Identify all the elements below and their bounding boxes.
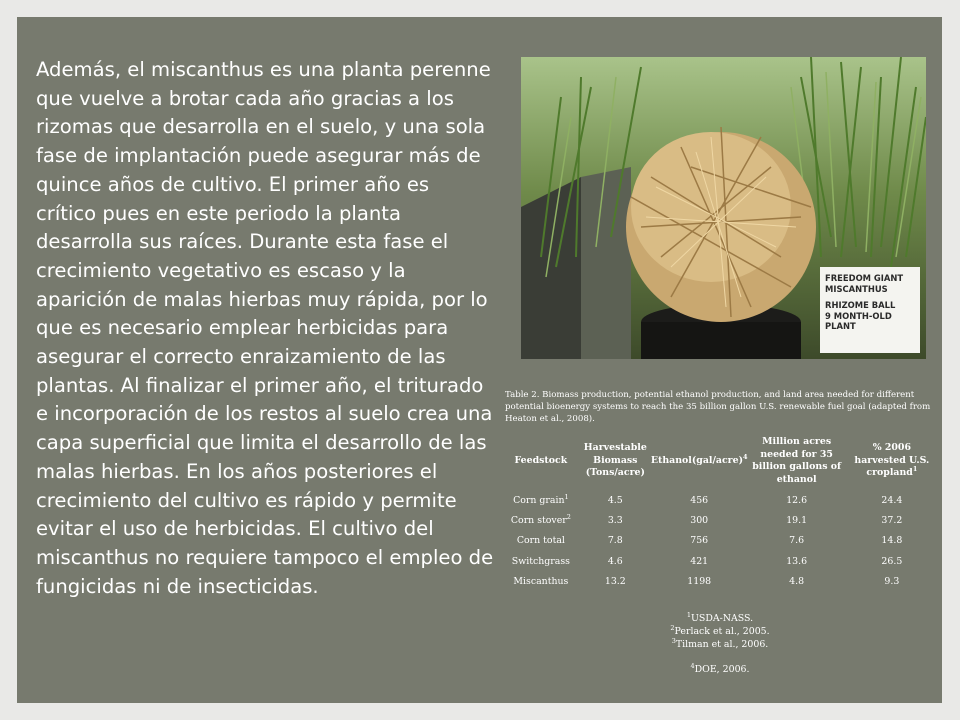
cell-biomass: 7.8 bbox=[607, 535, 623, 547]
cell-acres: 19.1 bbox=[786, 515, 808, 527]
footnote bbox=[500, 638, 940, 651]
header-feedstock: Feedstock bbox=[514, 454, 568, 466]
cell-acres: 7.6 bbox=[789, 535, 805, 547]
cell-ethanol: 1198 bbox=[687, 575, 712, 587]
header-cropland-sup: 1 bbox=[912, 465, 918, 474]
table-caption: Table 2. Biomass production, potential ethanol production, and land area needed for different potential bioenergy systems to reach the 35 billion gallon U.S. renewable fuel goal (adapted from Heaton et al., 2008). bbox=[505, 390, 931, 425]
footnote bbox=[500, 663, 940, 676]
cell-biomass: 4.5 bbox=[607, 494, 623, 506]
cell-ethanol: 756 bbox=[690, 535, 709, 547]
biomass-table bbox=[500, 436, 940, 591]
cell-biomass: 3.3 bbox=[607, 515, 623, 527]
table-row bbox=[500, 571, 940, 591]
table-row bbox=[500, 490, 940, 510]
cell-cropland: 24.4 bbox=[881, 494, 903, 506]
cell-feedstock bbox=[500, 490, 582, 510]
table-row bbox=[500, 511, 940, 531]
footnote-sup: 1 bbox=[686, 610, 692, 619]
footnote-text: Perlack et al., 2005. bbox=[674, 626, 770, 637]
feedstock-sup: 1 bbox=[564, 492, 569, 501]
header-cropland-text: % 2006 harvested U.S. cropland bbox=[854, 442, 930, 479]
footnote-text: USDA-NASS. bbox=[691, 613, 754, 624]
cell-feedstock bbox=[500, 511, 582, 531]
feedstock-text: Switchgrass bbox=[511, 555, 570, 567]
cell-cropland: 26.5 bbox=[881, 555, 903, 567]
cell-feedstock bbox=[500, 551, 582, 571]
feedstock-text: Corn total bbox=[516, 535, 565, 547]
header-biomass: Harvestable Biomass (Tons/acre) bbox=[583, 442, 647, 479]
cell-acres: 12.6 bbox=[786, 494, 808, 506]
cell-cropland: 9.3 bbox=[884, 575, 900, 587]
table-header-row bbox=[500, 436, 940, 490]
cell-feedstock bbox=[500, 531, 582, 551]
photo-label-line: PLANT bbox=[825, 321, 856, 331]
feedstock-text: Corn grain bbox=[513, 494, 565, 506]
feedstock-text: Corn stover bbox=[510, 515, 567, 527]
table-row bbox=[500, 551, 940, 571]
cell-biomass: 4.6 bbox=[607, 555, 623, 567]
photo-label-line: 9 MONTH-OLD bbox=[825, 310, 892, 321]
header-ethanol bbox=[649, 436, 750, 490]
photo-label-line: MISCANTHUS bbox=[825, 283, 888, 294]
footnote bbox=[500, 612, 940, 625]
footnote-sup: 4 bbox=[690, 661, 695, 670]
cell-ethanol: 300 bbox=[690, 515, 709, 527]
cell-feedstock bbox=[500, 571, 582, 591]
cell-biomass: 13.2 bbox=[604, 575, 626, 587]
footnote-text: DOE, 2006. bbox=[694, 664, 750, 675]
footnote-sup: 2 bbox=[670, 623, 675, 632]
photo-label bbox=[820, 267, 920, 353]
header-ethanol-sup: 4 bbox=[743, 452, 748, 461]
table-row bbox=[500, 531, 940, 551]
body-paragraph: Además, el miscanthus es una planta perenne que vuelve a brotar cada año gracias a los rizomas que desarrolla en el suelo, y una sola fase de implantación puede asegurar más de quince años de cultivo. El primer año es crítico pues en este periodo la planta desarrolla sus raíces. Durante esta fase el crecimiento vegetativo es escaso y la aparición de malas hierbas muy rápida, por lo que es necesario emplear herbicidas para asegurar el correcto enraizamiento de las plantas. Al finalizar el primer año, el triturado e incorporación de los restos al suelo crea una capa superficial que limita el desarrollo de las malas hierbas. En los años posteriores el crecimiento del cultivo es rápido y permite evitar el uso de herbicidas. El cultivo del miscanthus no requiere tampoco el empleo de fungicidas ni de insecticidas. bbox=[36, 58, 494, 598]
header-acres: Million acres needed for 35 billion gallons of ethanol bbox=[752, 436, 842, 485]
header-cropland bbox=[844, 436, 940, 490]
footnote bbox=[500, 625, 940, 638]
feedstock-text: Miscanthus bbox=[513, 575, 569, 587]
cell-cropland: 37.2 bbox=[881, 515, 903, 527]
cell-acres: 4.8 bbox=[789, 575, 805, 587]
cell-acres: 13.6 bbox=[786, 555, 808, 567]
cell-ethanol: 456 bbox=[690, 494, 709, 506]
header-ethanol-text: Ethanol(gal/acre) bbox=[650, 454, 744, 466]
cell-ethanol: 421 bbox=[690, 555, 709, 567]
feedstock-sup: 2 bbox=[566, 513, 571, 522]
footnote-text: Tilman et al., 2006. bbox=[675, 639, 769, 650]
photo-label-line: FREEDOM GIANT bbox=[825, 273, 904, 283]
cell-cropland: 14.8 bbox=[881, 535, 903, 547]
miscanthus-photo bbox=[521, 57, 926, 359]
table-footnotes bbox=[500, 612, 940, 676]
footnote-sup: 3 bbox=[671, 636, 676, 645]
photo-label-line: RHIZOME BALL bbox=[825, 300, 896, 310]
